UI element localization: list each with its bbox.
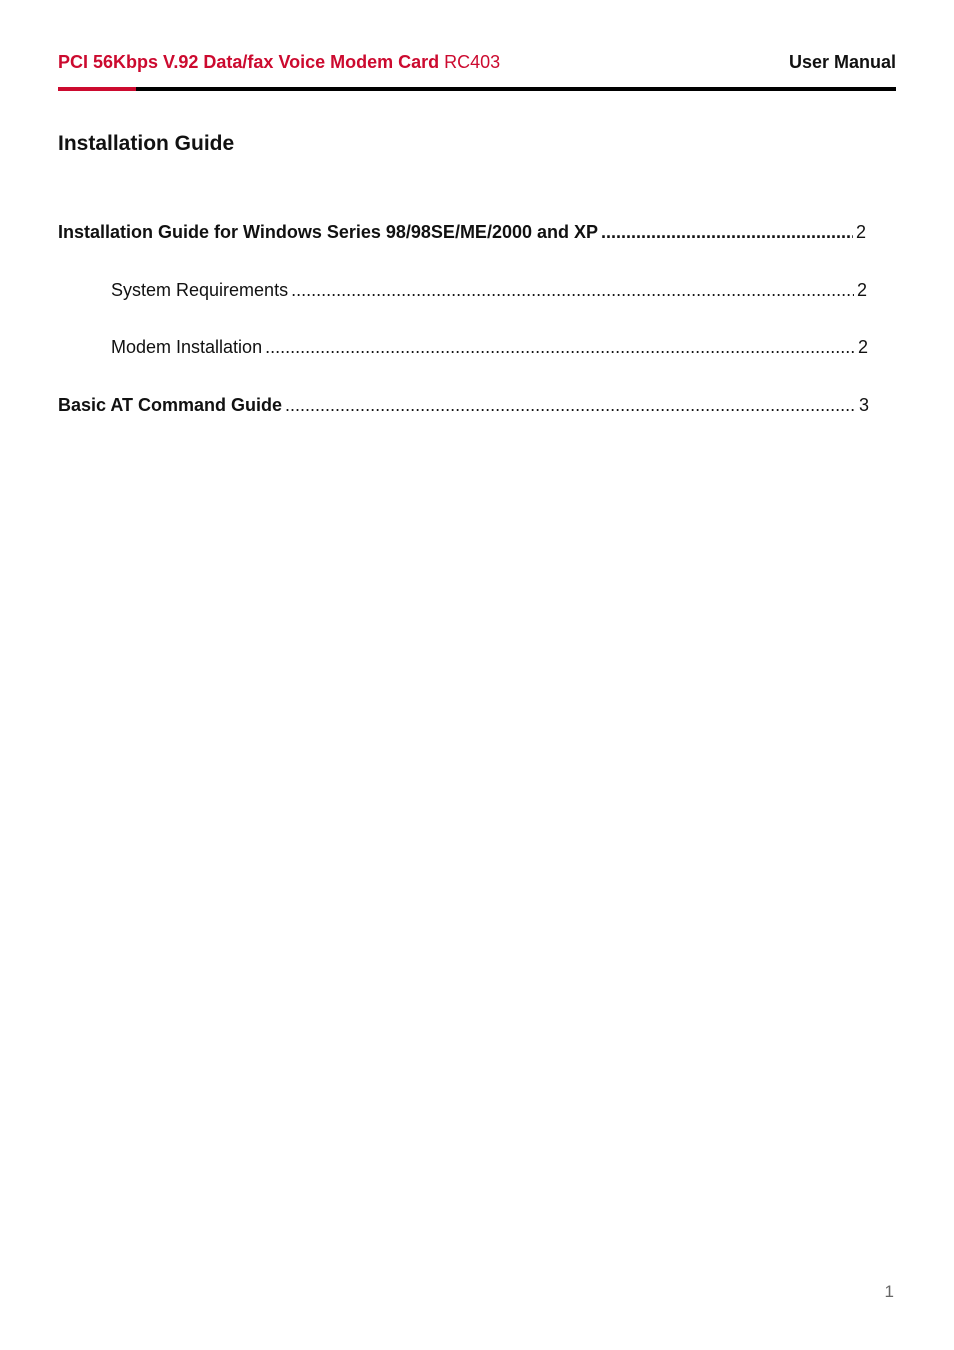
toc-leader-dots [265,337,855,358]
header-rule [58,87,896,91]
toc-entry-system-requirements[interactable] [111,280,867,301]
toc-entry-label: Modem Installation [111,337,263,357]
toc-entry-label: Installation Guide for Windows Series 98/98SE/ME/2000 and XP [58,222,598,242]
product-model: RC403 [444,52,501,72]
toc-entry-page: 2 [857,337,868,357]
toc-entry-page: 3 [858,395,869,415]
toc-entry-at-command-guide[interactable] [58,395,869,416]
toc-entry-label: System Requirements [111,280,289,300]
product-title [58,52,500,73]
toc-entry-modem-installation[interactable] [111,337,868,358]
toc-entry-page: 2 [856,280,867,300]
header-rule-accent [58,87,136,91]
page-header [58,52,896,76]
toc-entry-label: Basic AT Command Guide [58,395,283,415]
document-type: User Manual [788,52,896,72]
page-number: 1 [884,1282,894,1301]
toc-leader-dots [285,395,856,416]
product-name: PCI 56Kbps V.92 Data/fax Voice Modem Card [58,52,440,72]
toc-entry-windows-installation[interactable] [58,222,866,243]
toc-entry-page: 2 [855,222,866,242]
page-title: Installation Guide [58,132,235,155]
toc-leader-dots [291,280,854,301]
toc-leader-dots [601,222,853,243]
